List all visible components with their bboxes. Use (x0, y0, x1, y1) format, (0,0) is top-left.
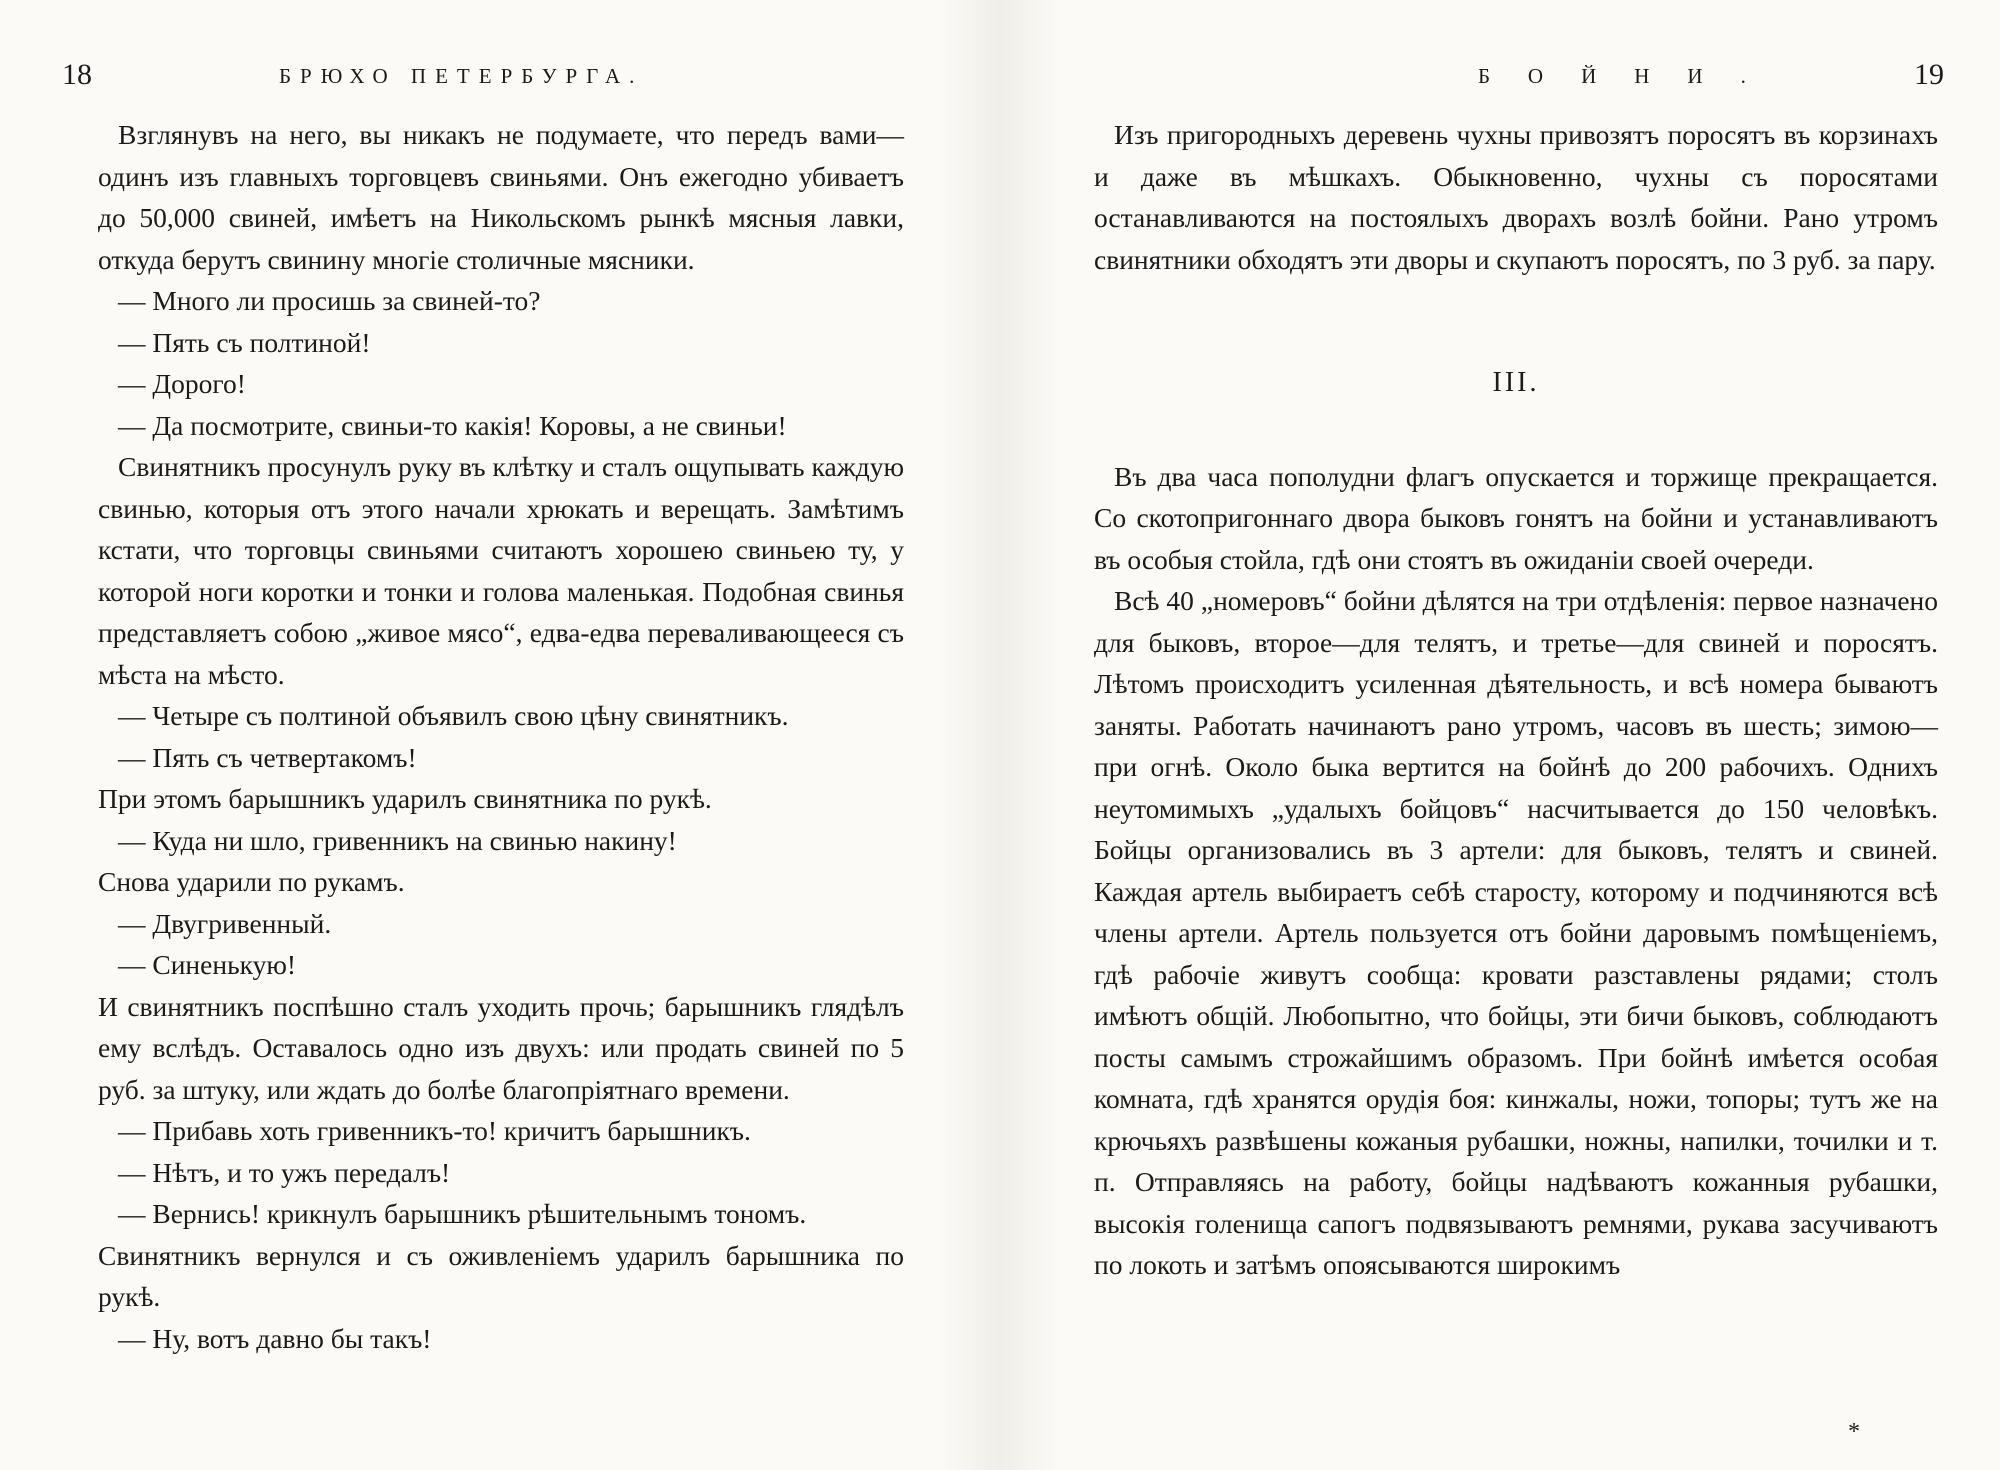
left-page-number: 18 (62, 58, 92, 91)
signature-mark: * (1848, 1419, 1860, 1445)
paragraph: Свинятникъ просунулъ руку въ клѣтку и сталъ ощупывать каждую свинью, которыя отъ этого начали хрюкать и верещать. Замѣтимъ кстати, что торговцы свиньями считаютъ хорошею свиньею ту, у которой ноги коротки и тонки и голова маленькая. Подобная свинья представляетъ собою „живое мясо“, едва-едва переваливающееся съ мѣста на мѣсто. (98, 451, 904, 690)
section-heading: III. (1492, 367, 1540, 398)
paragraph: Взглянувъ на него, вы никакъ не подумаете, что передъ вами—одинъ изъ главныхъ торговцевъ свиньями. Онъ ежегодно убиваетъ до 50,000 свиней, имѣетъ на Никольскомъ рынкѣ мясныя лавки, откуда берутъ свинину многіе столичные мясники. (98, 119, 904, 275)
right-page-body (1094, 114, 1938, 1286)
dialogue-line: — Пять съ полтиной! (118, 326, 371, 358)
dialogue-line: — Двугривенный. (118, 907, 332, 939)
dialogue-line: — Много ли просишь за свиней-то? (118, 285, 541, 316)
dialogue-line: — Да посмотрите, свиньи-то какія! Коровы, а не свиньи! (118, 409, 787, 441)
paragraph: Въ два часа пополудни флагъ опускается и торжище прекращается. Со скотопригоннаго двора быковъ гонятъ на бойни и устанавливаютъ въ особыя стойла, гдѣ они стоятъ въ ожиданіи своей очереди. (1094, 460, 1938, 575)
right-page (1000, 0, 2000, 1470)
paragraph: Всѣ 40 „номеровъ“ бойни дѣлятся на три отдѣленія: первое назначено для быковъ, второе—для телятъ, и третье—для свиней и поросятъ. Лѣтомъ происходитъ усиленная дѣятельность, и всѣ номера бываютъ заняты. Работать начинаютъ рано утромъ, часовъ въ шесть; зимою—при огнѣ. Около быка вертится на бойнѣ до 200 рабочихъ. Однихъ неутомимыхъ „удалыхъ бойцовъ“ насчитывается до 150 человѣкъ. Бойцы организовались въ 3 артели: для быковъ, телятъ и свиней. Каждая артель выбираетъ себѣ старосту, которому и подчиняются всѣ члены артели. Артель пользуется отъ бойни даровымъ помѣщеніемъ, гдѣ рабочіе живутъ сообща: кровати разставлены рядами; столъ имѣютъ общій. Любопытно, что бойцы, эти бичи быковъ, соблюдаютъ посты самымъ строжайшимъ образомъ. При бойнѣ имѣется особая комната, гдѣ хранятся орудія боя: кинжалы, ножи, топоры; тутъ же на крючьяхъ развѣшены кожаныя рубашки, ножны, напилки, точилки и т. п. Отправляясь на работу, бойцы надѣваютъ кожанныя рубашки, высокія голенища сапогъ подвязываютъ ремнями, рукава засучиваютъ по локоть и затѣмъ опоясываются широкимъ (1094, 585, 1938, 1280)
paragraph: При этомъ барышникъ ударилъ свинятника по рукѣ. (98, 783, 712, 814)
dialogue-line: — Куда ни шло, гривенникъ на свинью накину! (118, 824, 677, 856)
right-page-header (1096, 58, 1944, 98)
dialogue-line: — Синенькую! (118, 949, 297, 980)
right-running-head: БОЙНИ. (1478, 64, 1784, 88)
dialogue-line: — Ну, вотъ давно бы такъ! (118, 1322, 432, 1354)
paragraph: И свинятникъ поспѣшно сталъ уходить прочь; барышникъ глядѣлъ ему вслѣдъ. Оставалось одно изъ двухъ: или продать свиней по 5 руб. за штуку, или ждать до болѣе благопріятнаго времени. (98, 990, 904, 1105)
dialogue-line: — Дорого! (118, 368, 246, 399)
dialogue-line: — Прибавь хоть гривенникъ-то! кричитъ барышникъ. (118, 1115, 751, 1146)
dialogue-line: — Четыре съ полтиной объявилъ свою цѣну свинятникъ. (118, 700, 789, 731)
left-page-body (98, 114, 904, 1359)
dialogue-line: — Пять съ четвертакомъ! (118, 741, 417, 773)
paragraph: Свинятникъ вернулся и съ оживленіемъ ударилъ барышника по рукѣ. (98, 1239, 904, 1312)
left-page-header (62, 58, 910, 98)
right-page-number: 19 (1914, 58, 1944, 91)
left-running-head: БРЮХО ПЕТЕРБУРГА. (279, 64, 644, 88)
paragraph: Снова ударили по рукамъ. (98, 866, 405, 897)
dialogue-line: — Нѣтъ, и то ужъ передалъ! (118, 1156, 451, 1188)
dialogue-line: — Вернись! крикнулъ барышникъ рѣшительнымъ тономъ. (118, 1198, 807, 1229)
paragraph: Изъ пригородныхъ деревень чухны привозятъ поросятъ въ корзинахъ и даже въ мѣшкахъ. Обыкновенно, чухны съ поросятами останавливаются на постоялыхъ дворахъ возлѣ бойни. Рано утромъ свинятники обходятъ эти дворы и скупаютъ поросятъ, по 3 руб. за пару. (1094, 119, 1938, 275)
